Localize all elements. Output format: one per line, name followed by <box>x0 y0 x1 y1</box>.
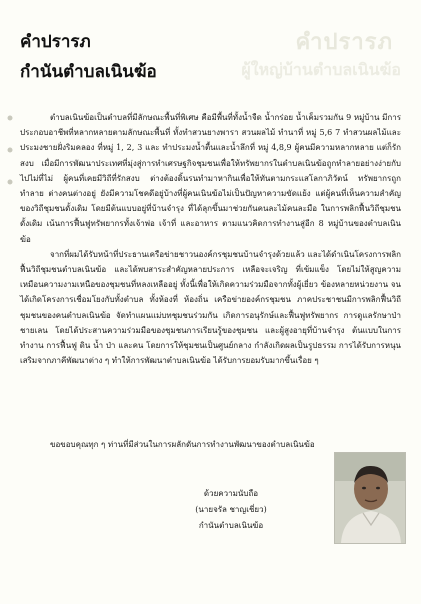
binding-marks <box>6 0 16 600</box>
bleed-through-subtitle: ผู้ใหญ่บ้านตำบลเนินฆ้อ <box>241 60 401 79</box>
signature-regards: ด้วยความนับถือ <box>203 489 259 498</box>
paragraph-1: ตำบลเนินฆ้อเป็นตำบลที่มีลักษณะพื้นที่พิเศษ คือมีพื้นที่ทั้งน้ำจืด น้ำกร่อย น้ำเค็มรวมกัน 9 หมู่บ้าน มีการประกอบอาชีพที่หลากหลายตามลักษณะพื้นที่ ทั้งทำสวนยางพารา สวนผลไม้ ทำนาที่ หมู่ 5,6 7 ทำสวนผลไม้และประมงชายฝั่งริมคลอง ที่หมู่ 1, 2, 3 และ ทำประมงน้ำตื้นและน้ำลึกที่ หมู่ 4,8,9 ผู้คนมีความหลากหลาย แต่ก็รักสงบ เมื่อมีการพัฒนาประเทศที่มุ่งสู่การทำเศรษฐกิจชุมชนเพื่อให้ทรัพยากรในตำบลเนินฆ้อถูกทำลายอย่างง่ายกับไปไม่ที่ไม่ ผู้คนที่เคยมีวิถีที่รักสงบ ต่างต้องดิ้นรนทำมาหากินเพื่อให้ทันตามกระแสโลกาภิวัตน์ ทรัพยากรถูกทำลาย ต่างคนต่างอยู่ ยังมีความโชคดีอยู่บ้างที่ผู้คนเนินฆ้อไม่เป็นปัญหาความขัดแย้ง แต่ผู้คนที่เห็นความสำคัญของวิถีชุมชนดั้งเดิม โดยมีต้นแบบอยู่ที่บ้านจำรุง ที่ได้ลุกขึ้นมาช่วยกันคนละไม้คนละมือ ในการพลิกฟื้นวิถีชุมชนดั้งเดิม เน้นการฟื้นฟูทรัพยากรทั้งเจ้าพ่อ เจ้าที่ และอาหาร ตามแนวคิดการทำงานสู่อีก 8 หมู่บ้านของตำบลเนินฆ้อ <box>20 113 401 244</box>
page-heading: คำปรารภ <box>20 32 91 52</box>
signature-name: (นายจรัล ชาญเชี่ยว) <box>195 505 267 514</box>
signature-block <box>156 486 306 534</box>
page-subheading: กำนันตำบลเนินฆ้อ <box>20 62 157 82</box>
paragraph-2: จากที่ผมได้รับหน้าที่ประธานเครือข่ายชาวนองค์กรชุมชนบ้านจำรุงด้วยแล้ว และได้ดำเนินโครงการพลิกฟื้นวิถีชุมชนตำบลเนินฆ้อ และได้พบสาระสำคัญหลายประการ เหลือจะเจริญ ที่เข้มแข็ง โดยไม่ให้สูญความเหมือนความงามเหนือของชุมชนที่หลงเหลืออยู่ ทั้งนี้เพื่อให้เกิดความร่วมมือจากทั้งผู้เยี่ยว ข้องหลายหน่วยงาน จนได้เกิดโครงการเชื่อมโยงกับทั้งตำบล ทั้งห้องที่ ห้องถิ่น เครือข่ายองค์กรชุมชน ภาคประชาชนมีการพลิกฟื้นวิถีชุมชนของคนตำบลเนินฆ้อ จัดทำแผนแม่บทชุมชนร่วมกัน เกิดการอนุรักษ์และฟื้นฟูทรัพยากร การดูแลรักษาป่าชายเลน โดยได้ประสานความร่วมมือของชุมชนการเรียนรู้ของชุมชน และผู้สูงอายุที่บ้านจำรุง ต้นแบบในการทำงาน การฟื้นฟู ดิน น้ำ ป่า และคน โดยการให้ชุมชนเป็นศูนย์กลาง กำลังเกิดผลเป็นรูปธรรม การได้รับการหนุนเสริมจากภาคีพัฒนาต่าง ๆ ทำให้การพัฒนาตำบลเนินฆ้อ ได้รับการยอมรับมากขึ้นเรื่อย ๆ <box>20 249 401 366</box>
bleed-through-title: คำปรารภ <box>295 30 393 55</box>
signature-title: กำนันตำบลเนินฆ้อ <box>198 521 264 530</box>
closing-thanks: ขอขอบคุณทุก ๆ ท่านที่มีส่วนในการผลักดันการทำงานพัฒนาของตำบลเนินฆ้อ <box>50 440 315 449</box>
author-photo <box>334 452 406 544</box>
body-text <box>20 110 401 368</box>
